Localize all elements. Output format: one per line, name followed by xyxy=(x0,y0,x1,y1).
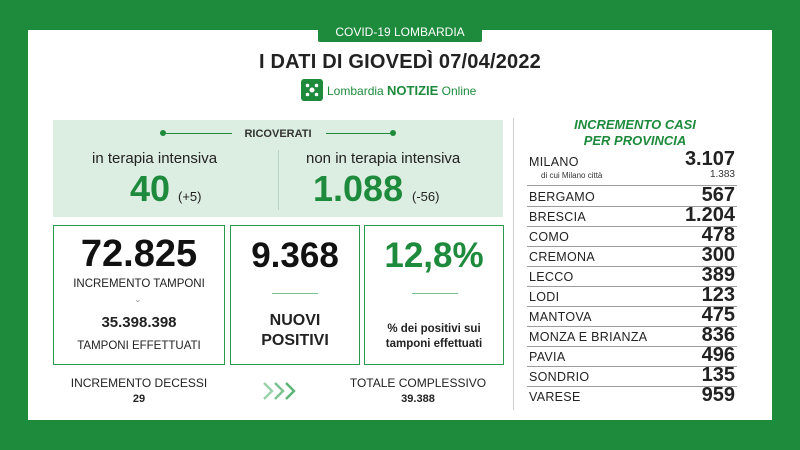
province-name: MONZA E BRIANZA xyxy=(529,330,648,344)
chevrons-right-icon xyxy=(262,380,298,407)
ricoverati-divider xyxy=(278,150,279,210)
lombardia-logo-icon xyxy=(301,79,323,101)
province-name: LECCO xyxy=(529,270,574,284)
province-value: 496 xyxy=(701,344,735,366)
percentuale-label-line2: tamponi effettuati xyxy=(385,338,483,350)
province-name: CREMONA xyxy=(529,250,595,264)
province-name: BRESCIA xyxy=(529,210,586,224)
percentuale-value: 12,8% xyxy=(384,236,484,275)
non-intensive-value: 1.088 xyxy=(313,168,404,209)
province-value: 300 xyxy=(701,244,735,266)
province-name: COMO xyxy=(529,230,570,244)
province-title-line1: INCREMENTO CASI xyxy=(574,117,696,132)
province-value: 135 xyxy=(701,364,735,386)
province-value: 567 xyxy=(701,184,735,206)
divider-line xyxy=(412,293,458,294)
tamponi-value: 72.825 xyxy=(80,233,198,275)
province-title-line2: PER PROVINCIA xyxy=(583,133,687,148)
decessi-value: 29 xyxy=(132,393,146,405)
province-row xyxy=(527,386,737,406)
province-name: LODI xyxy=(529,290,560,304)
province-value: 1.204 xyxy=(684,204,735,226)
non-intensive-delta: (-56) xyxy=(412,189,440,204)
province-name: BERGAMO xyxy=(529,190,595,204)
positivi-label-line2: POSITIVI xyxy=(261,332,329,349)
intensive-label: in terapia intensiva xyxy=(92,150,218,167)
province-value: 836 xyxy=(701,324,735,346)
province-value: 478 xyxy=(701,224,735,246)
province-value: 123 xyxy=(701,284,735,306)
non-intensive-label: non in terapia intensiva xyxy=(306,150,461,167)
region-tab: COVID-19 LOMBARDIA xyxy=(318,22,482,42)
province-value: 389 xyxy=(701,264,735,286)
province-value: 3.107 xyxy=(684,148,735,170)
brand-name xyxy=(327,83,476,98)
decessi-total-value: 39.388 xyxy=(401,393,435,405)
province-divider xyxy=(513,118,514,410)
intensive-delta: (+5) xyxy=(178,189,202,204)
province-row-milano xyxy=(527,148,737,186)
province-value: 475 xyxy=(701,304,735,326)
tamponi-total-label: TAMPONI EFFETTUATI xyxy=(77,340,201,352)
ricoverati-label: RICOVERATI xyxy=(244,128,312,140)
brand-prefix: Lombardia xyxy=(327,83,388,98)
percentuale-label-line1: % dei positivi sui xyxy=(387,323,481,335)
province-title xyxy=(515,117,755,149)
province-value: 959 xyxy=(701,384,735,406)
decessi-total-label: TOTALE COMPLESSIVO xyxy=(349,376,487,390)
intensive-value: 40 xyxy=(130,168,171,209)
brand-suffix: Online xyxy=(438,83,477,98)
brand xyxy=(301,78,476,102)
province-name: VARESE xyxy=(529,390,581,404)
chevron-down-icon: ⌄ xyxy=(134,294,142,304)
page-title: I DATI DI GIOVEDÌ 07/04/2022 xyxy=(258,51,541,73)
positivi-value: 9.368 xyxy=(251,236,339,275)
brand-bold: NOTIZIE xyxy=(387,82,439,98)
tamponi-label: INCREMENTO TAMPONI xyxy=(73,278,205,290)
province-name: MILANO xyxy=(529,155,579,169)
decessi-label: INCREMENTO DECESSI xyxy=(70,376,208,390)
divider-line xyxy=(272,293,318,294)
positivi-label-line1: NUOVI xyxy=(269,312,321,329)
province-name: SONDRIO xyxy=(529,370,590,384)
province-name: MANTOVA xyxy=(529,310,592,324)
milano-city-note: di cui Milano città xyxy=(541,171,603,180)
milano-city-value: 1.383 xyxy=(709,169,735,180)
province-name: PAVIA xyxy=(529,350,566,364)
tamponi-total: 35.398.398 xyxy=(101,314,177,331)
